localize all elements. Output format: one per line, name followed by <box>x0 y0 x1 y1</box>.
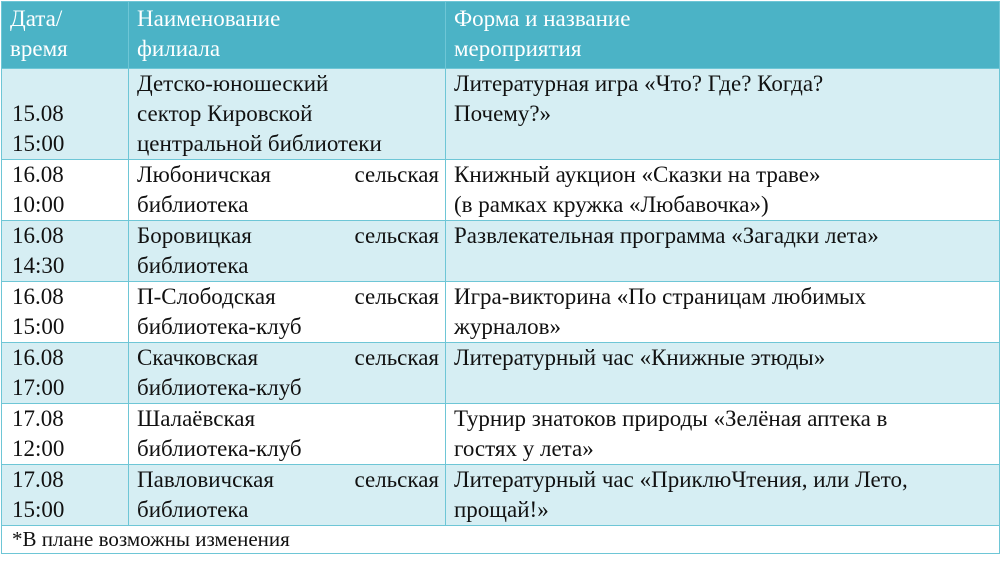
table-body <box>2 69 1000 554</box>
row-branch <box>129 465 446 526</box>
header-branch-line1: Наименование <box>137 6 281 31</box>
row-event-line: прощай!» <box>454 497 549 522</box>
header-datetime <box>2 2 129 69</box>
row-branch <box>129 343 446 404</box>
row-branch <box>129 404 446 465</box>
row-event <box>446 404 1000 465</box>
row-time: 15:00 <box>12 131 65 156</box>
row-date: 16.08 <box>12 345 64 370</box>
row-time: 15:00 <box>12 314 65 339</box>
row-branch-line: библиотека-клуб <box>137 436 302 461</box>
row-branch-line: сектор Кировской <box>137 101 313 126</box>
row-branch <box>129 282 446 343</box>
row-datetime <box>2 404 129 465</box>
row-event-line: Игра-викторина «По страницам любимых <box>454 284 867 309</box>
row-branch <box>129 221 446 282</box>
table-header <box>2 2 1000 69</box>
plan-note: *В плане возможны изменения <box>2 526 1000 554</box>
table-row <box>2 160 1000 221</box>
row-event <box>446 343 1000 404</box>
table-row <box>2 404 1000 465</box>
row-branch <box>129 69 446 160</box>
row-datetime <box>2 465 129 526</box>
row-event <box>446 160 1000 221</box>
header-event-line1: Форма и название <box>454 6 631 31</box>
table-row <box>2 221 1000 282</box>
row-date: 15.08 <box>12 101 64 126</box>
header-datetime-line2: время <box>10 36 68 61</box>
row-event-line: Литературная игра «Что? Где? Когда? <box>454 71 824 96</box>
row-datetime <box>2 343 129 404</box>
row-branch-line: библиотека <box>137 192 249 217</box>
table-row <box>2 69 1000 160</box>
row-branch-line: Любоничская сельская <box>137 162 439 187</box>
header-event-line2: мероприятия <box>454 36 582 61</box>
row-datetime <box>2 282 129 343</box>
table-row <box>2 465 1000 526</box>
row-date: 16.08 <box>12 284 64 309</box>
row-branch-line: библиотека-клуб <box>137 314 302 339</box>
header-branch-line2: филиала <box>137 36 221 61</box>
row-branch-line: Шалаёвская <box>137 406 256 431</box>
table-row <box>2 343 1000 404</box>
row-event <box>446 465 1000 526</box>
row-event <box>446 282 1000 343</box>
row-branch-line: Боровицкая сельская <box>137 223 439 248</box>
row-event <box>446 69 1000 160</box>
row-event <box>446 221 1000 282</box>
row-event-line: (в рамках кружка «Любавочка») <box>454 192 769 217</box>
row-datetime <box>2 221 129 282</box>
row-event-line: Книжный аукцион «Сказки на траве» <box>454 162 821 187</box>
row-date: 17.08 <box>12 467 64 492</box>
row-event-line: гостях у лета» <box>454 436 594 461</box>
row-time: 10:00 <box>12 192 65 217</box>
row-date: 16.08 <box>12 223 64 248</box>
row-branch <box>129 160 446 221</box>
row-branch-line: библиотека-клуб <box>137 375 302 400</box>
row-event-line: журналов» <box>454 314 561 339</box>
row-event-line: Литературный час «ПриклюЧтения, или Лето, <box>454 467 908 492</box>
row-event-line: Почему?» <box>454 101 552 126</box>
schedule-document <box>1 1 999 554</box>
row-datetime <box>2 69 129 160</box>
row-branch-line: центральной библиотеки <box>137 131 382 156</box>
row-date: 17.08 <box>12 406 64 431</box>
row-branch-line: Скачковская сельская <box>137 345 439 370</box>
header-datetime-line1: Дата/ <box>10 6 63 31</box>
row-branch-line: П-Слободская сельская <box>137 284 439 309</box>
row-datetime <box>2 160 129 221</box>
row-event-line: Литературный час «Книжные этюды» <box>454 345 826 370</box>
row-branch-line: библиотека <box>137 497 249 522</box>
row-event-line: Развлекательная программа «Загадки лета» <box>454 223 879 248</box>
row-event-line: Турнир знатоков природы «Зелёная аптека в <box>454 406 888 431</box>
header-branch <box>129 2 446 69</box>
row-branch-line: Детско-юношеский <box>137 71 329 96</box>
row-branch-line: Павловичская сельская <box>137 467 439 492</box>
row-branch-line: библиотека <box>137 253 249 278</box>
row-date: 16.08 <box>12 162 64 187</box>
row-time: 17:00 <box>12 375 65 400</box>
table-row <box>2 282 1000 343</box>
row-time: 15:00 <box>12 497 65 522</box>
schedule-table <box>1 1 1000 554</box>
row-time: 12:00 <box>12 436 65 461</box>
row-time: 14:30 <box>12 253 65 278</box>
note-row <box>2 526 1000 554</box>
header-event <box>446 2 1000 69</box>
